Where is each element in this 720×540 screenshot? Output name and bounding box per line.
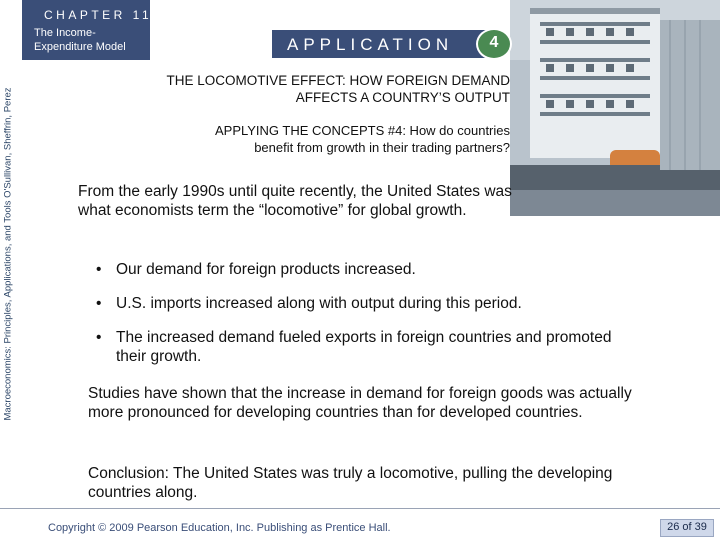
bullet-text: Our demand for foreign products increased. (116, 261, 416, 278)
bullet-item (96, 328, 636, 366)
bullet-item (96, 260, 636, 279)
copyright-notice: Copyright © 2009 Pearson Education, Inc. Publishing as Prentice Hall. (48, 522, 391, 534)
slide-title-line2: AFFECTS A COUNTRY’S OUTPUT (295, 90, 510, 105)
application-number: 4 (489, 34, 499, 51)
cargo-ship-photo (510, 0, 720, 216)
conclusion-paragraph: Conclusion: The United States was truly a locomotive, pulling the developing countries along. (88, 465, 613, 501)
application-label: APPLICATION (287, 35, 454, 54)
chapter-title-line1: The Income- (34, 27, 96, 39)
bullet-item (96, 294, 636, 313)
slide-subtitle-line1: APPLYING THE CONCEPTS #4: How do countries (214, 123, 510, 138)
slide-subtitle-line2: benefit from growth in their trading partners? (254, 140, 510, 155)
intro-paragraph: From the early 1990s until quite recently, the United States was what economists term the “locomotive” for global growth. (78, 183, 512, 219)
slide-title-line1: THE LOCOMOTIVE EFFECT: HOW FOREIGN DEMAND (166, 73, 510, 88)
bullet-text: U.S. imports increased along with output during this period. (116, 295, 522, 312)
bullet-text: The increased demand fueled exports in foreign countries and promoted their growth. (116, 329, 612, 365)
bullet-dot-icon: • (96, 295, 102, 312)
side-book-credit-text: Macroeconomics: Principles, Applications, and Tools O'Sullivan, Sheffrin, Perez (2, 87, 14, 421)
chapter-label: CHAPTER 11 (44, 8, 153, 22)
footer-divider (0, 508, 720, 509)
side-book-credit (0, 0, 16, 508)
chapter-title-line2: Expenditure Model (34, 41, 126, 53)
bullet-dot-icon: • (96, 329, 102, 346)
slide-subtitle (110, 122, 510, 156)
chapter-title (34, 26, 126, 54)
studies-paragraph: Studies have shown that the increase in demand for foreign goods was actually more pronounced for developing countries than for developed countries. (88, 385, 632, 421)
page-number: 26 of 39 (667, 521, 707, 533)
slide-title (90, 72, 510, 106)
bullet-dot-icon: • (96, 261, 102, 278)
